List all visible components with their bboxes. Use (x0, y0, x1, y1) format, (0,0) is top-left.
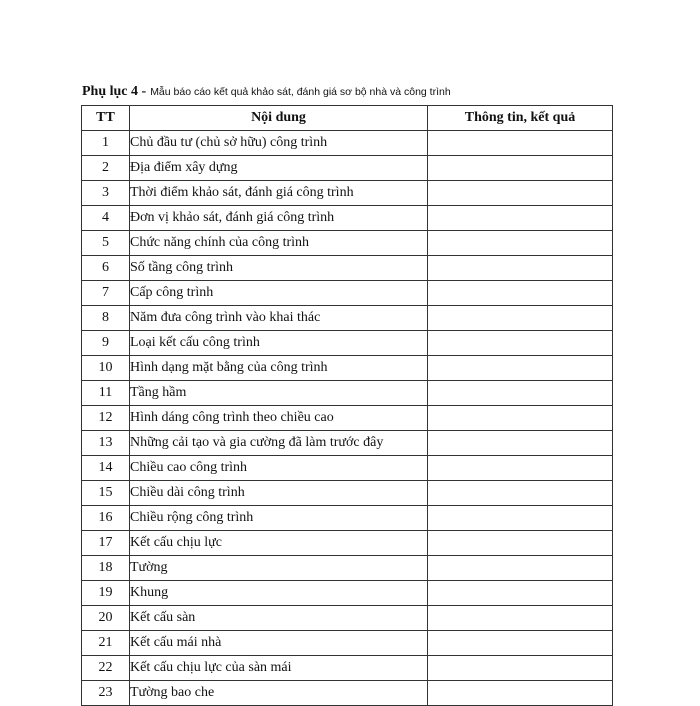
table-row (82, 281, 613, 306)
row-info-cell[interactable] (428, 206, 613, 231)
row-content: Chiều cao công trình (130, 456, 428, 481)
table-row (82, 656, 613, 681)
table-row (82, 356, 613, 381)
row-number: 18 (82, 556, 130, 581)
appendix-caption-title: Phụ lục 4 - (82, 84, 147, 99)
table-row (82, 681, 613, 706)
row-content: Địa điểm xây dựng (130, 156, 428, 181)
appendix-caption-subtitle: Mẫu báo cáo kết quả khảo sát, đánh giá sơ bộ nhà và công trình (150, 86, 451, 98)
row-content: Tầng hầm (130, 381, 428, 406)
row-number: 1 (82, 131, 130, 156)
table-row (82, 256, 613, 281)
row-content: Kết cấu chịu lực (130, 531, 428, 556)
row-content: Kết cấu chịu lực của sàn mái (130, 656, 428, 681)
row-number: 3 (82, 181, 130, 206)
row-number: 5 (82, 231, 130, 256)
table-row (82, 156, 613, 181)
row-content: Tường (130, 556, 428, 581)
row-info-cell[interactable] (428, 456, 613, 481)
table-row (82, 531, 613, 556)
row-number: 16 (82, 506, 130, 531)
table-row (82, 431, 613, 456)
table-row (82, 331, 613, 356)
table-row (82, 556, 613, 581)
row-content: Thời điểm khảo sát, đánh giá công trình (130, 181, 428, 206)
header-info: Thông tin, kết quả (428, 106, 613, 131)
row-info-cell[interactable] (428, 581, 613, 606)
row-content: Số tầng công trình (130, 256, 428, 281)
row-content: Những cải tạo và gia cường đã làm trước đây (130, 431, 428, 456)
table-header-row (82, 106, 613, 131)
row-info-cell[interactable] (428, 481, 613, 506)
row-info-cell[interactable] (428, 606, 613, 631)
row-number: 19 (82, 581, 130, 606)
row-info-cell[interactable] (428, 331, 613, 356)
row-number: 17 (82, 531, 130, 556)
table-row (82, 581, 613, 606)
row-content: Khung (130, 581, 428, 606)
survey-report-table (81, 105, 613, 706)
row-info-cell[interactable] (428, 256, 613, 281)
table-row (82, 306, 613, 331)
row-info-cell[interactable] (428, 306, 613, 331)
table-row (82, 406, 613, 431)
row-info-cell[interactable] (428, 506, 613, 531)
header-content: Nội dung (130, 106, 428, 131)
row-number: 21 (82, 631, 130, 656)
row-content: Chiều dài công trình (130, 481, 428, 506)
row-content: Loại kết cấu công trình (130, 331, 428, 356)
row-number: 9 (82, 331, 130, 356)
table-row (82, 131, 613, 156)
table-row (82, 481, 613, 506)
row-number: 11 (82, 381, 130, 406)
row-info-cell[interactable] (428, 156, 613, 181)
row-content: Chức năng chính của công trình (130, 231, 428, 256)
row-content: Hình dạng mặt bằng của công trình (130, 356, 428, 381)
row-info-cell[interactable] (428, 281, 613, 306)
row-info-cell[interactable] (428, 381, 613, 406)
row-number: 10 (82, 356, 130, 381)
table-row (82, 181, 613, 206)
table-body (82, 131, 613, 706)
row-content: Kết cấu mái nhà (130, 631, 428, 656)
table-row (82, 231, 613, 256)
row-content: Tường bao che (130, 681, 428, 706)
row-content: Chiều rộng công trình (130, 506, 428, 531)
row-info-cell[interactable] (428, 681, 613, 706)
row-number: 14 (82, 456, 130, 481)
row-number: 6 (82, 256, 130, 281)
row-content: Cấp công trình (130, 281, 428, 306)
table-row (82, 631, 613, 656)
row-number: 20 (82, 606, 130, 631)
row-content: Năm đưa công trình vào khai thác (130, 306, 428, 331)
row-number: 4 (82, 206, 130, 231)
row-content: Đơn vị khảo sát, đánh giá công trình (130, 206, 428, 231)
row-info-cell[interactable] (428, 131, 613, 156)
row-info-cell[interactable] (428, 231, 613, 256)
row-info-cell[interactable] (428, 531, 613, 556)
row-number: 13 (82, 431, 130, 456)
appendix-caption (82, 82, 451, 101)
table-row (82, 206, 613, 231)
row-number: 22 (82, 656, 130, 681)
row-info-cell[interactable] (428, 431, 613, 456)
row-info-cell[interactable] (428, 181, 613, 206)
row-number: 12 (82, 406, 130, 431)
row-info-cell[interactable] (428, 556, 613, 581)
row-number: 7 (82, 281, 130, 306)
row-content: Hình dáng công trình theo chiều cao (130, 406, 428, 431)
row-number: 8 (82, 306, 130, 331)
row-number: 2 (82, 156, 130, 181)
row-content: Chủ đầu tư (chủ sở hữu) công trình (130, 131, 428, 156)
table-row (82, 381, 613, 406)
row-number: 23 (82, 681, 130, 706)
header-tt: TT (82, 106, 130, 131)
row-info-cell[interactable] (428, 631, 613, 656)
row-content: Kết cấu sàn (130, 606, 428, 631)
table-row (82, 606, 613, 631)
row-info-cell[interactable] (428, 356, 613, 381)
row-number: 15 (82, 481, 130, 506)
table-row (82, 506, 613, 531)
row-info-cell[interactable] (428, 406, 613, 431)
table-row (82, 456, 613, 481)
row-info-cell[interactable] (428, 656, 613, 681)
